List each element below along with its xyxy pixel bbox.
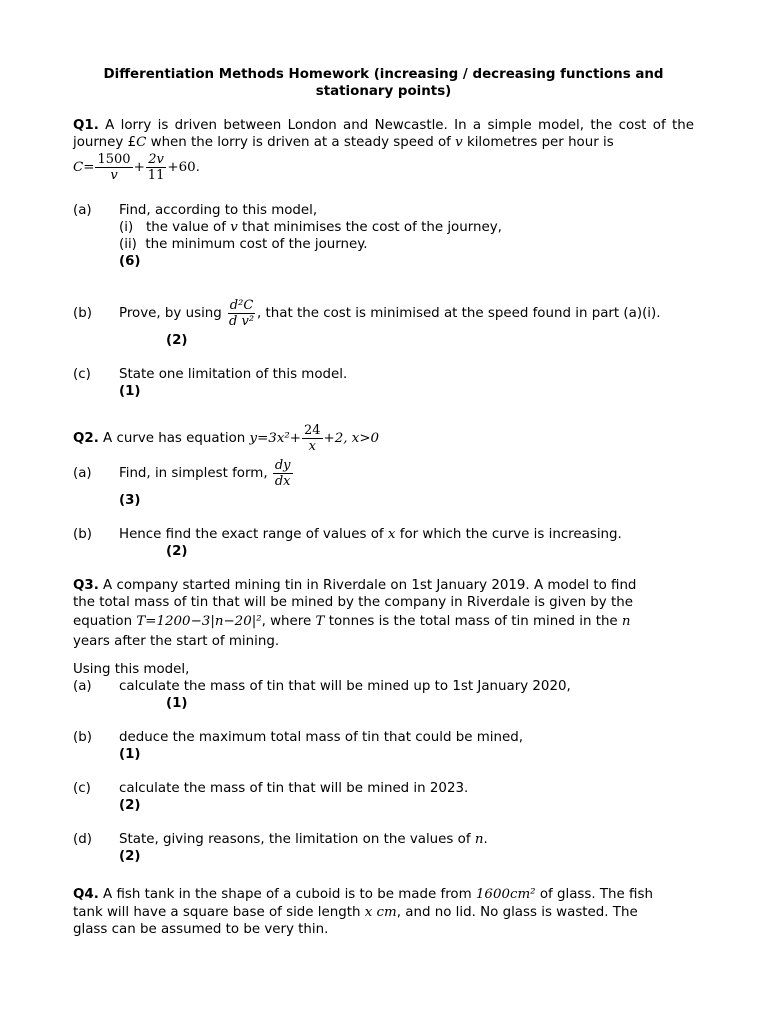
page-title: Differentiation Methods Homework (increasing / decreasing functions and stationary points) [103, 67, 664, 99]
q1-part-a: (a) Find, according to this model, [73, 203, 318, 218]
homework-page [73, 66, 694, 938]
q3-part-d-marks: (2) [119, 849, 141, 864]
q2-part-a-marks: (3) [119, 493, 141, 508]
q2-derivative-fraction: $\frac{dy}{dx}$ [274, 457, 291, 489]
q3-line-3: equation T=1200−3|n−20|², where T tonnes is the total mass of tin mined in the n [73, 614, 631, 629]
q1-equation: C= $\frac{1500}{v}$ + $\frac{2v}{11}$ +60. [73, 151, 200, 183]
q3-line-4: years after the start of mining. [73, 634, 280, 649]
q3-part-a-marks: (1) [166, 696, 188, 711]
q4-line-1: Q4. A fish tank in the shape of a cuboid is to be made from 1600cm² of glass. The fish [73, 887, 653, 902]
q3-using-model: Using this model, [73, 662, 190, 677]
q3-part-d: (d) State, giving reasons, the limitation on the values of n. [73, 832, 488, 847]
q1-part-c: (c) State one limitation of this model. [73, 367, 348, 382]
q1-part-a-i: (i) the value of v that minimises the cost of the journey, [119, 220, 502, 235]
q3-part-c: (c) calculate the mass of tin that will be mined in 2023. [73, 781, 469, 796]
q1-part-a-ii: (ii) the minimum cost of the journey. [119, 237, 368, 252]
q1-part-b-marks: (2) [166, 333, 188, 348]
q1-label: Q1. [73, 118, 99, 133]
q4-label: Q4. [73, 887, 99, 902]
q1-fraction-2: $\frac{2v}{11}$ [147, 151, 165, 183]
q1-part-c-marks: (1) [119, 384, 141, 399]
q1-part-a-marks: (6) [119, 254, 141, 269]
q3-part-c-marks: (2) [119, 798, 141, 813]
q4-line-3: glass can be assumed to be very thin. [73, 922, 329, 937]
q3-part-b: (b) deduce the maximum total mass of tin that could be mined, [73, 730, 523, 745]
q2-part-b-marks: (2) [166, 544, 188, 559]
q3-part-a: (a) calculate the mass of tin that will be mined up to 1st January 2020, [73, 679, 571, 694]
q2-part-a: (a) Find, in simplest form, $\frac{dy}{dx}$ [73, 457, 291, 489]
q2-label: Q2. [73, 431, 99, 446]
q3-label: Q3. [73, 578, 99, 593]
q3-part-b-marks: (1) [119, 747, 141, 762]
q1-fraction-1: $\frac{1500}{v}$ [97, 151, 131, 183]
q3-line-2: the total mass of tin that will be mined by the company in Riverdale is given by the [73, 595, 633, 610]
q2-part-b: (b) Hence find the exact range of values of x for which the curve is increasing. [73, 527, 622, 542]
q3-line-1: Q3. A company started mining tin in Riverdale on 1st January 2019. A model to find [73, 578, 637, 593]
q2-intro: Q2. A curve has equation y=3x²+ $\frac{24}{x}$ +2, x>0 [73, 422, 380, 454]
q1-part-b: (b) Prove, by using $\frac{\text{d²C}}{\text{d v²}}$ , that the cost is minimised at the speed found in part (a)(i). [73, 297, 661, 329]
q2-fraction: $\frac{24}{x}$ [303, 422, 321, 454]
q1-intro: Q1. A lorry is driven between London and Newcastle. In a simple model, the cost of the journey £C when the lorry is driven at a steady speed of v kilometres per hour is [73, 118, 694, 150]
q4-line-2: tank will have a square base of side length x cm, and no lid. No glass is wasted. The [73, 905, 638, 920]
q1-second-derivative-fraction: $\frac{\text{d²C}}{\text{d v²}}$ [229, 297, 255, 329]
